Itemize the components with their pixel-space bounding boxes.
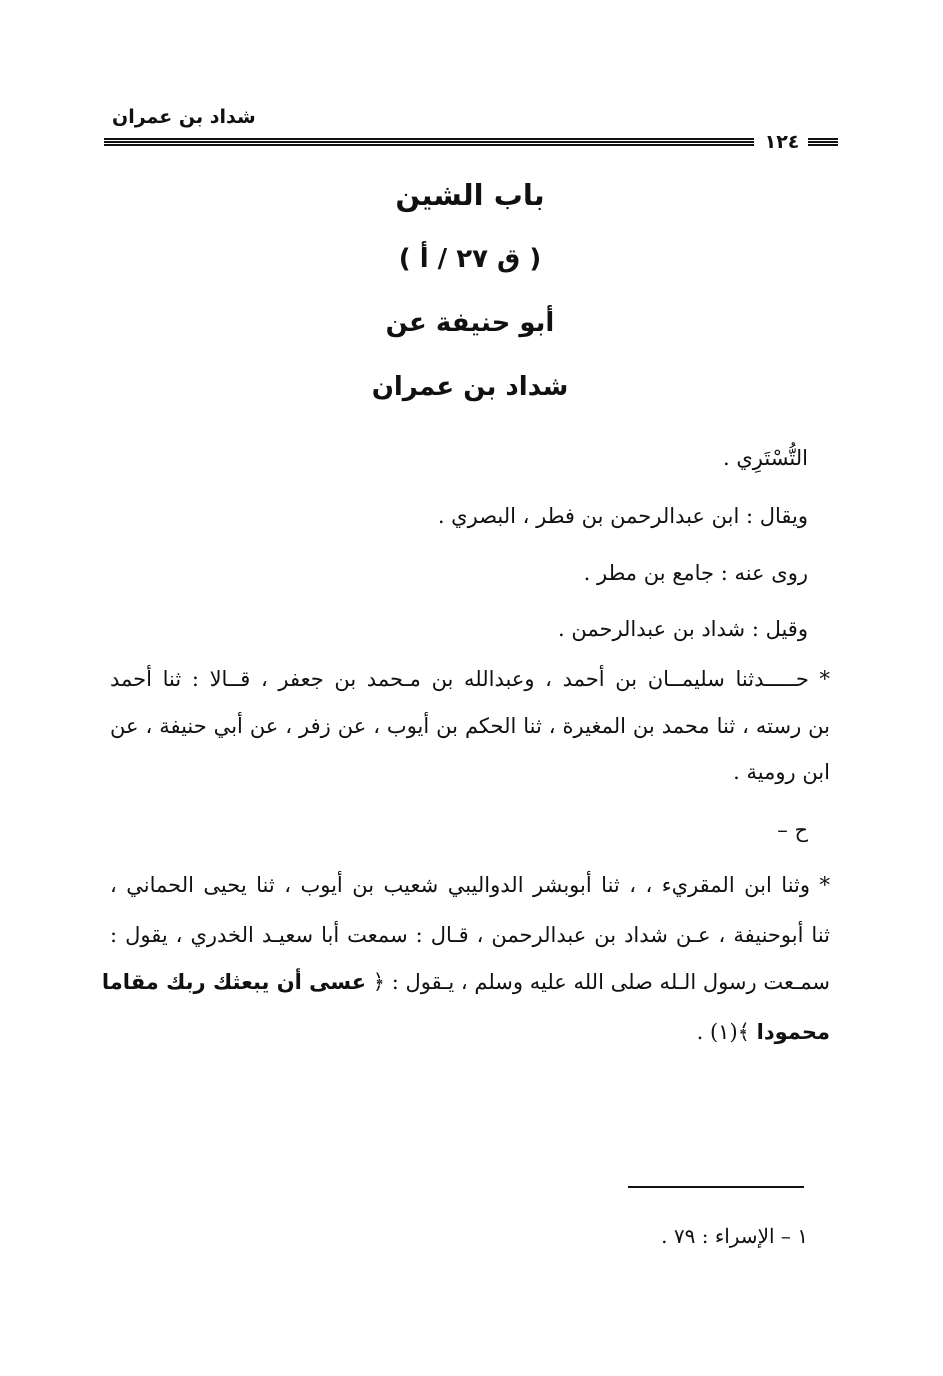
footnote: ١ – الإسراء : ٧٩ . xyxy=(661,1224,808,1248)
footnote-rule xyxy=(628,1186,804,1188)
header-rule xyxy=(104,138,754,147)
hadith2-line xyxy=(697,1020,830,1044)
header-rule-right xyxy=(808,138,838,147)
chain-heading: أبو حنيفة عن xyxy=(385,308,555,338)
quran-verse: محمودا xyxy=(756,1020,830,1044)
section-title: باب الشين xyxy=(395,178,545,212)
hadith1-line: * حـــــدثنا سليمــان بن أحمد ، وعبدالله بن مـحمد بن جعفر ، قــالا : ثنا أحمد xyxy=(110,667,830,691)
hadith2-text: سمـعت رسول الـله صلى الله عليه وسلم ، يـقول : ﴿ xyxy=(372,970,830,994)
page-number: ١٢٤ xyxy=(764,131,800,153)
footnote-ref: ﴾(١) . xyxy=(696,1020,750,1044)
narrator-heading: شداد بن عمران xyxy=(371,372,569,402)
bio-line-nisba: التُّسْتَرِي . xyxy=(722,446,808,470)
hadith2-line: * وثنا ابن المقريء ، ، ثنا أبوبشر الدواليبي شعيب بن أيوب ، ثنا يحيى الحماني ، xyxy=(110,873,830,897)
hadith2-line: ثنا أبوحنيفة ، عـن شداد بن عبدالرحمن ، قـال : سمعت أبا سعيـد الخدري ، يقول : xyxy=(110,923,830,947)
bio-line-also-said: وقيل : شداد بن عبدالرحمن . xyxy=(557,617,808,641)
hadith1-line: ابن رومية . xyxy=(733,760,830,784)
bio-line-alt-name: ويقال : ابن عبدالرحمن بن فطر ، البصري . xyxy=(437,504,808,528)
hadith2-line xyxy=(101,970,830,994)
manuscript-reference: ( ق ٢٧ / أ ) xyxy=(398,244,542,274)
hadith1-line: بن رسته ، ثنا محمد بن المغيرة ، ثنا الحكم بن أيوب ، عن زفر ، عن أبي حنيفة ، عن xyxy=(110,714,830,738)
quran-verse: عسى أن يبعثك ربك مقاما xyxy=(101,970,367,994)
running-title: شداد بن عمران xyxy=(112,106,256,128)
tahwil-marker: ح – xyxy=(777,818,808,842)
bio-line-narrated-by: روى عنه : جامع بن مطر . xyxy=(583,561,808,585)
